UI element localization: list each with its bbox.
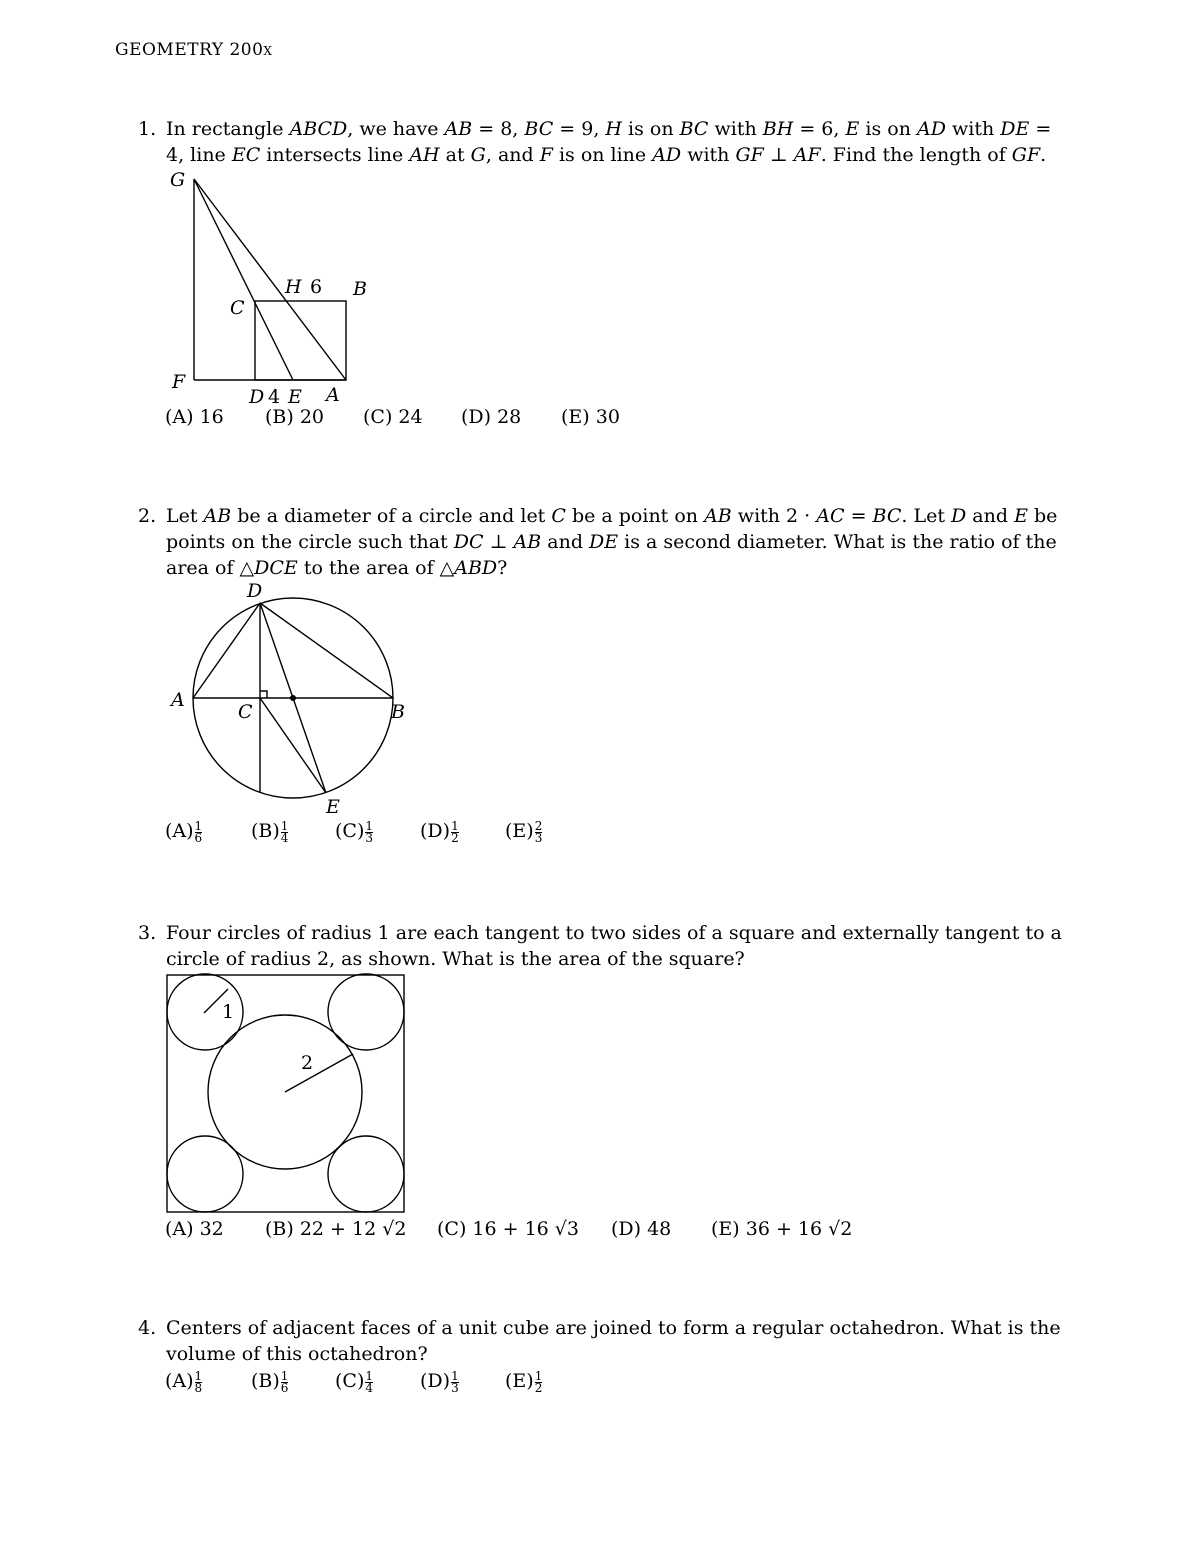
problem-3 [138,920,1068,972]
choice-e[interactable]: (E) 30 [561,406,620,428]
math-variable: AD [916,118,946,140]
figure-1 [160,165,420,410]
label-1: 1 [222,1001,235,1023]
square [167,975,404,1212]
math-variable: C [551,505,566,527]
math-variable: AF [793,144,821,166]
figure-3 [160,970,410,1215]
statement-text: and [541,531,590,553]
label-H: H [285,276,302,298]
math-variable: E [1014,505,1028,527]
label-D: D [247,580,263,602]
statement-text: is on [859,118,917,140]
label-B: B [391,701,405,723]
label-4: 4 [268,386,281,408]
label-C: C [230,297,245,319]
segment-GE [194,179,293,380]
problem-statement: Centers of adjacent faces of a unit cube are joined to form a regular octahedron. What is the volume of this octahedron? [166,1317,1061,1365]
statement-text: with [681,144,736,166]
statement-text: = 4, line [166,118,1052,166]
segment-AD [193,603,260,698]
statement-text: , and [485,144,540,166]
segment-DB [260,603,393,698]
math-variable: DCE [254,557,298,579]
segment-GA [194,179,346,380]
math-variable: DE [589,531,619,553]
statement-text: intersects line [260,144,410,166]
problem-number: 4. [138,1317,157,1339]
math-variable: H [605,118,622,140]
statement-text: with 2 · [731,505,817,527]
statement-text: is a second diameter. What is the ratio of the area of △ [166,531,1057,579]
math-variable: AB [203,505,232,527]
statement-text: In rectangle [166,118,290,140]
label-2: 2 [301,1052,314,1074]
math-variable: DE [1000,118,1030,140]
statement-text: Let [166,505,204,527]
statement-text: , we have [347,118,445,140]
statement-text: with [708,118,763,140]
problem-number: 2. [138,505,157,527]
statement-text: ⊥ [483,531,514,553]
radius-big [285,1054,353,1092]
statement-text: to the area of △ [297,557,455,579]
label-6: 6 [310,276,323,298]
choice-d[interactable]: (D) $\frac{1}{3}$ [420,1368,459,1395]
choice-b[interactable]: (B) $\frac{1}{6}$ [251,1368,289,1395]
problem-2 [138,503,1068,581]
label-F: F [172,371,186,393]
label-A: A [326,384,340,406]
choice-c[interactable]: (C) 16 + 16 √3 [437,1218,579,1240]
choice-a[interactable]: (A) $\frac{1}{6}$ [165,818,203,845]
statement-text: . Find the length of [820,144,1012,166]
right-angle-mark [260,691,267,698]
statement-text: . Let [901,505,952,527]
center-point [290,695,296,701]
math-variable: AB [704,505,732,527]
statement-text: is on line [552,144,653,166]
small-circle-br [328,1136,404,1212]
math-variable: ABD [454,557,498,579]
problem-statement: Four circles of radius 1 are each tangent to two sides of a square and externally tangent to a circle of radius 2, as shown. What is the area of the square? [166,922,1062,970]
statement-text: be a diameter of a circle and let [231,505,552,527]
label-E: E [288,386,302,408]
choice-c[interactable]: (C) $\frac{1}{4}$ [335,1368,374,1395]
choice-a[interactable]: (A) 16 [165,406,224,428]
page-header: GEOMETRY 200x [115,40,273,60]
label-B: B [353,278,367,300]
math-variable: EC [231,144,261,166]
choice-b[interactable]: (B) $\frac{1}{4}$ [251,818,289,845]
math-variable: F [539,144,553,166]
math-variable: AB [513,531,542,553]
rectangle-ABCD [255,301,346,380]
statement-text: be points on the circle such that [166,505,1058,553]
math-variable: DC [453,531,484,553]
label-E: E [326,796,340,818]
choice-e[interactable]: (E) 36 + 16 √2 [711,1218,853,1240]
choice-a[interactable]: (A) $\frac{1}{8}$ [165,1368,203,1395]
choice-c[interactable]: (C) 24 [363,406,423,428]
math-variable: D [951,505,967,527]
choice-d[interactable]: (D) 48 [611,1218,672,1240]
segment-CE [260,698,326,793]
label-G: G [170,169,186,191]
label-C: C [238,701,253,723]
math-variable: AH [409,144,440,166]
statement-text: ⊥ [763,144,794,166]
statement-text: = 9, [553,118,606,140]
choice-c[interactable]: (C) $\frac{1}{3}$ [335,818,374,845]
statement-text: . [1040,144,1047,166]
problem-statement [166,503,1068,581]
math-variable: AD [652,144,682,166]
statement-text: be a point on [565,505,705,527]
math-variable: ABCD [289,118,348,140]
statement-text: is on [621,118,680,140]
choice-a[interactable]: (A) 32 [165,1218,224,1240]
choice-d[interactable]: (D) $\frac{1}{2}$ [420,818,459,845]
problem-number: 1. [138,118,157,140]
small-circle-tr [328,974,404,1050]
math-variable: BC [872,505,902,527]
choice-d[interactable]: (D) 28 [461,406,522,428]
figure-2 [160,575,420,820]
problem-number: 3. [138,922,157,944]
label-D: D [249,386,265,408]
statement-text: with [945,118,1001,140]
small-circle-bl [167,1136,243,1212]
math-variable: GF [735,144,764,166]
choice-b[interactable]: (B) 22 + 12 √2 [265,1218,407,1240]
math-variable: G [470,144,486,166]
choice-e[interactable]: (E) $\frac{1}{2}$ [505,1368,543,1395]
math-variable: AC [816,505,845,527]
statement-text: = [844,505,873,527]
math-variable: BH [762,118,794,140]
math-variable: E [845,118,860,140]
choice-e[interactable]: (E) $\frac{2}{3}$ [505,818,543,845]
math-variable: AB [444,118,473,140]
statement-text: = 6, [793,118,846,140]
math-variable: BC [679,118,709,140]
choice-b[interactable]: (B) 20 [265,406,325,428]
label-A: A [171,689,185,711]
statement-text: = 8, [472,118,525,140]
problem-4 [138,1315,1068,1367]
statement-text: at [439,144,471,166]
math-variable: BC [524,118,554,140]
problem-statement [166,116,1068,168]
statement-text: ? [497,557,508,579]
statement-text: and [966,505,1015,527]
math-variable: GF [1011,144,1041,166]
problem-1 [138,116,1068,168]
